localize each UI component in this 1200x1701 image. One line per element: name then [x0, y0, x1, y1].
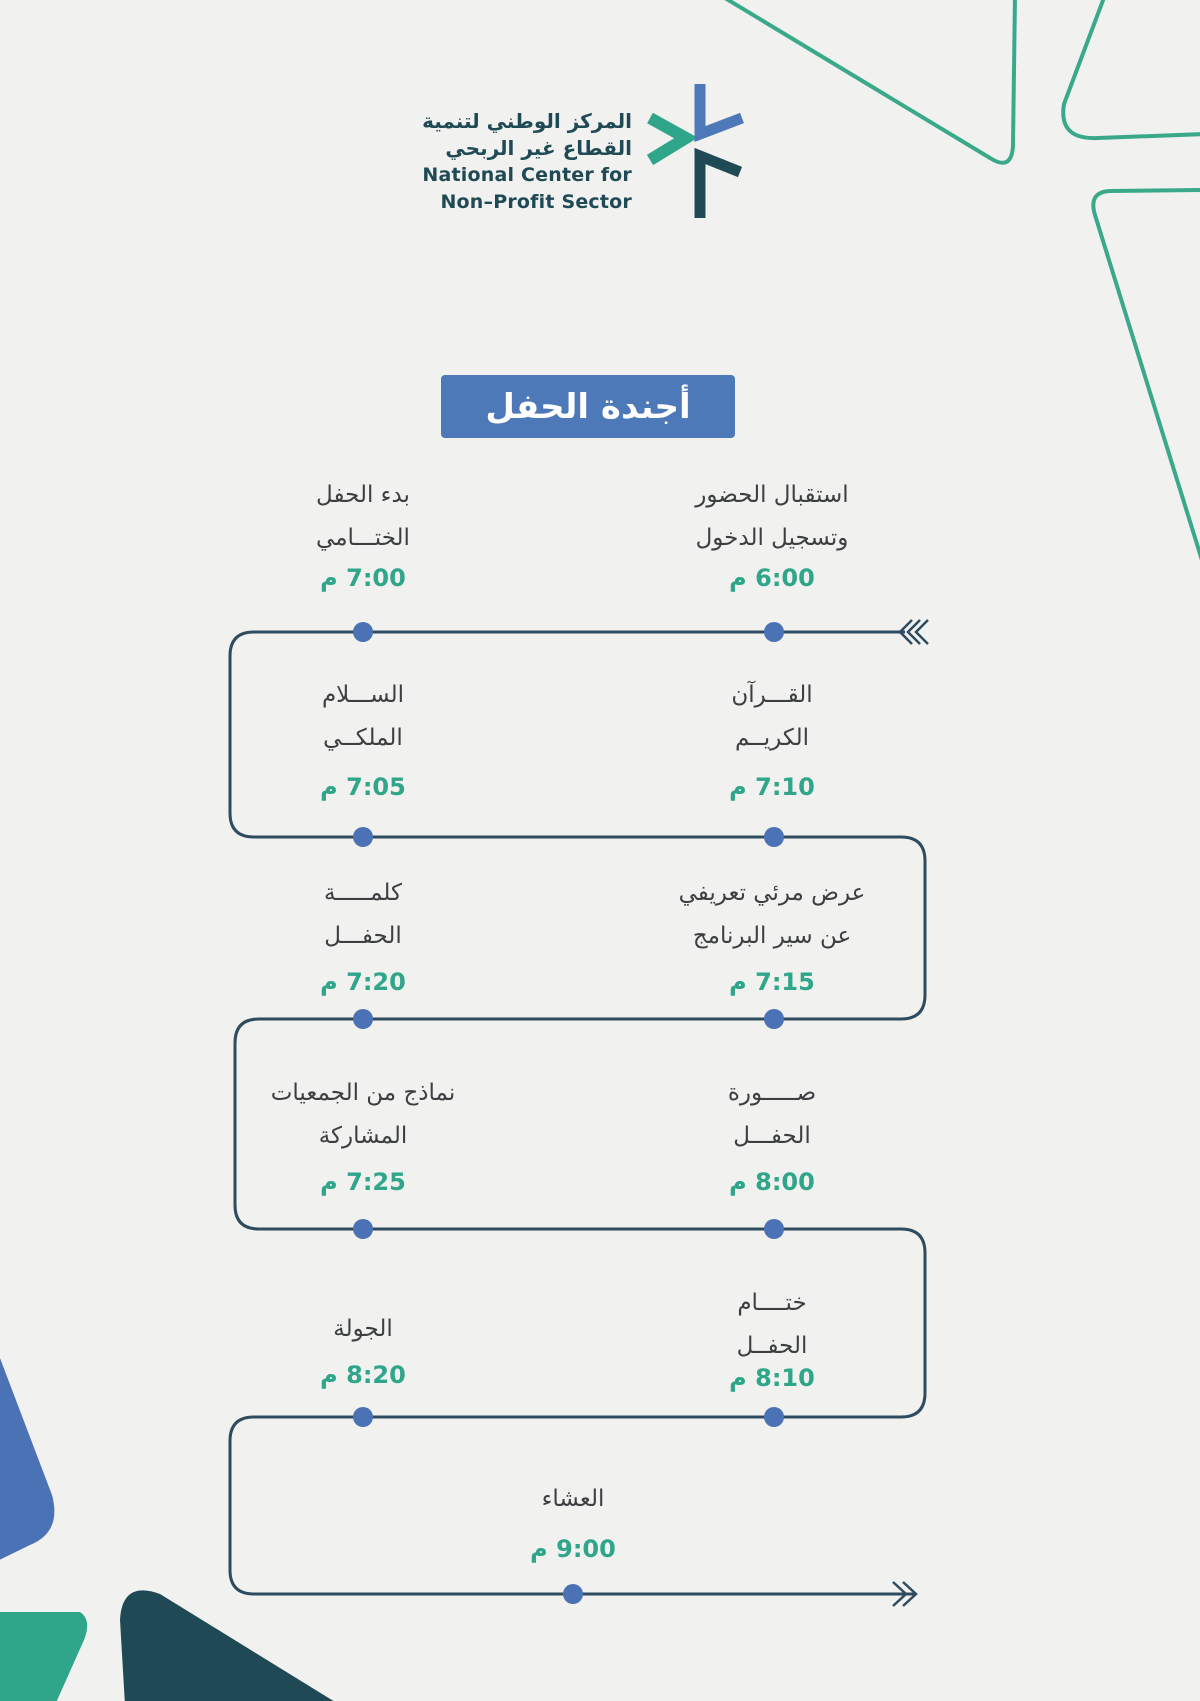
agenda-item-tour — [218, 1308, 508, 1389]
agenda-time: 8:10 م — [729, 1364, 815, 1392]
agenda-label: الحفـــل — [733, 1123, 811, 1149]
agenda-time: 7:00 م — [320, 564, 406, 592]
agenda-label: كلمـــــة — [324, 880, 402, 906]
agenda-label: الكريــم — [735, 725, 809, 751]
timeline-dot — [563, 1584, 583, 1604]
agenda-item-participating-models — [218, 1072, 508, 1196]
agenda-time: 9:00 م — [530, 1535, 616, 1563]
org-name-ar-line2: القطاع غير الربحي — [445, 136, 632, 160]
agenda-time: 8:20 م — [320, 1361, 406, 1389]
agenda-item-closing-start — [218, 474, 508, 592]
agenda-label: نماذج من الجمعيات — [270, 1080, 456, 1106]
agenda-label: عن سير البرنامج — [692, 923, 852, 949]
agenda-item-group-photo — [627, 1072, 917, 1196]
timeline-dot — [353, 1407, 373, 1427]
agenda-label: بدء الحفل — [316, 482, 410, 508]
agenda-label: ختــــام — [737, 1290, 807, 1316]
agenda-label: الحفــل — [736, 1333, 808, 1359]
agenda-item-dinner — [428, 1478, 718, 1563]
agenda-label: المشاركة — [318, 1123, 408, 1149]
agenda-item-quran — [627, 674, 917, 801]
agenda-label: صـــــورة — [727, 1080, 817, 1106]
agenda-label: استقبال الحضور — [695, 482, 849, 508]
timeline-dot — [353, 827, 373, 847]
timeline-dot — [353, 622, 373, 642]
timeline-dot — [353, 1009, 373, 1029]
timeline-dot — [764, 1009, 784, 1029]
agenda-item-reception — [627, 474, 917, 592]
agenda-item-intro-video — [627, 872, 917, 996]
agenda-item-royal-anthem — [218, 674, 508, 801]
timeline-dot — [764, 1407, 784, 1427]
agenda-label: الختـــامي — [316, 525, 410, 551]
agenda-time: 8:00 م — [729, 1168, 815, 1196]
agenda-time: 7:05 م — [320, 773, 406, 801]
agenda-label: وتسجيل الدخول — [695, 525, 849, 551]
org-name-en-line2: Non–Profit Sector — [440, 191, 632, 213]
agenda-time: 7:15 م — [729, 968, 815, 996]
timeline-dot — [353, 1219, 373, 1239]
agenda-label: الســـلام — [321, 682, 405, 708]
timeline-dot — [764, 622, 784, 642]
agenda-time: 7:20 م — [320, 968, 406, 996]
agenda-time: 7:10 م — [729, 773, 815, 801]
agenda-label: عرض مرئي تعريفي — [678, 880, 866, 906]
org-name-ar-line1: المركز الوطني لتنمية — [422, 109, 632, 133]
timeline-dot — [764, 827, 784, 847]
agenda-label: العشاء — [541, 1486, 605, 1512]
agenda-label: الملكــي — [323, 725, 403, 751]
agenda-label: الجولة — [333, 1316, 393, 1342]
agenda-label: القـــرآن — [731, 682, 813, 708]
page-title: أجندة الحفل — [441, 375, 735, 438]
org-name-en-line1: National Center for — [422, 164, 632, 186]
agenda-label: الحفـــل — [324, 923, 402, 949]
agenda-time: 6:00 م — [729, 564, 815, 592]
timeline-dot — [764, 1219, 784, 1239]
agenda-item-closing — [627, 1282, 917, 1392]
agenda-item-speech — [218, 872, 508, 996]
agenda-time: 7:25 م — [320, 1168, 406, 1196]
